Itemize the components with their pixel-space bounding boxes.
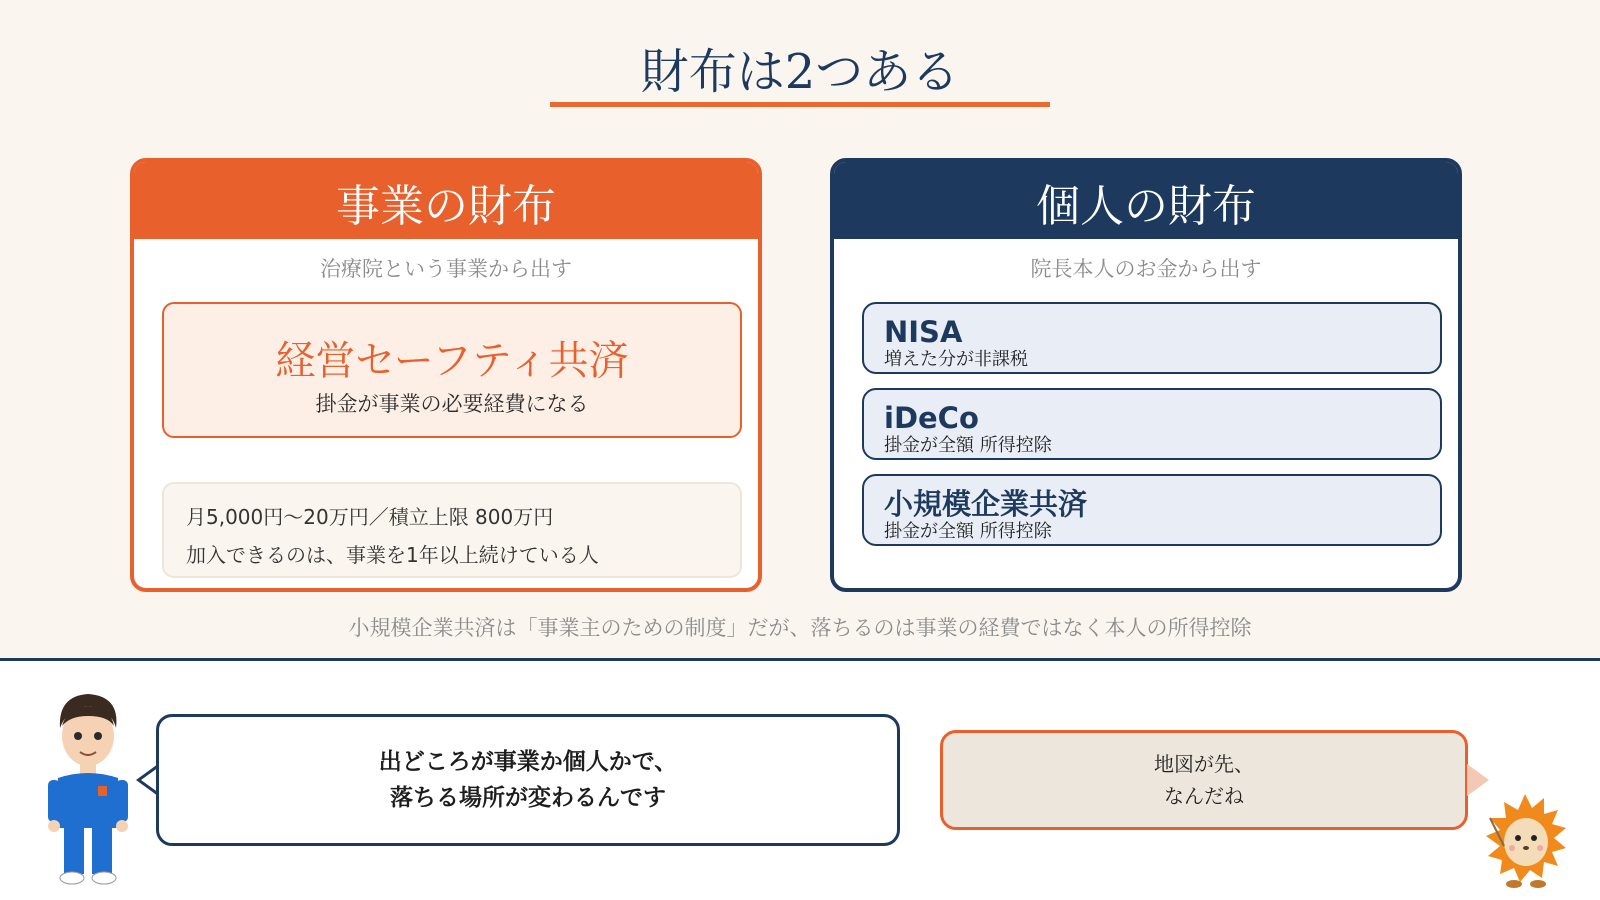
item-name: NISA (884, 315, 963, 349)
doctor-line: 出どころが事業か個人かで、 (378, 749, 678, 775)
personal-wallet-panel (830, 158, 1462, 592)
safety-mutual-aid-box (162, 302, 742, 438)
doctor-speech-bubble (156, 714, 900, 846)
doctor-line: 落ちる場所が変わるんです (390, 785, 666, 811)
eligibility: 加入できるのは、事業を1年以上続けている人 (186, 543, 599, 567)
item-name: 小規模企業共済 (884, 487, 1088, 521)
footnote: 小規模企業共済は「事業主のための制度」だが、落ちるのは事業の経費ではなく本人の所得控除 (348, 616, 1252, 640)
item-name: iDeCo (884, 401, 979, 435)
safety-mutual-aid-title: 経営セーフティ共済 (275, 338, 629, 384)
hedgehog-line: 地図が先、 (1154, 752, 1254, 776)
section-divider (0, 658, 1600, 661)
safety-details-box (162, 482, 742, 578)
item-nisa (862, 302, 1442, 374)
title-underline (550, 102, 1050, 107)
personal-wallet-subtitle: 院長本人のお金から出す (1030, 257, 1262, 281)
slide-title: 財布は2つある (640, 44, 960, 100)
doctor-character-icon (38, 688, 138, 888)
hedgehog-speech-bubble (940, 730, 1468, 830)
contribution-range: 月5,000円〜20万円／積立上限 800万円 (186, 505, 554, 529)
safety-mutual-aid-description: 掛金が事業の必要経費になる (315, 392, 589, 416)
personal-wallet-header: 個人の財布 (834, 162, 1458, 239)
item-ideco (862, 388, 1442, 460)
item-description: 掛金が全額 所得控除 (884, 521, 1052, 542)
hedgehog-character-icon (1480, 790, 1570, 890)
item-description: 増えた分が非課税 (884, 349, 1028, 370)
item-description: 掛金が全額 所得控除 (884, 435, 1052, 456)
item-small-business-mutual-aid (862, 474, 1442, 546)
business-wallet-panel (130, 158, 762, 592)
business-wallet-header: 事業の財布 (134, 162, 758, 239)
hedgehog-line: なんだね (1164, 784, 1244, 808)
business-wallet-subtitle: 治療院という事業から出す (320, 257, 572, 281)
